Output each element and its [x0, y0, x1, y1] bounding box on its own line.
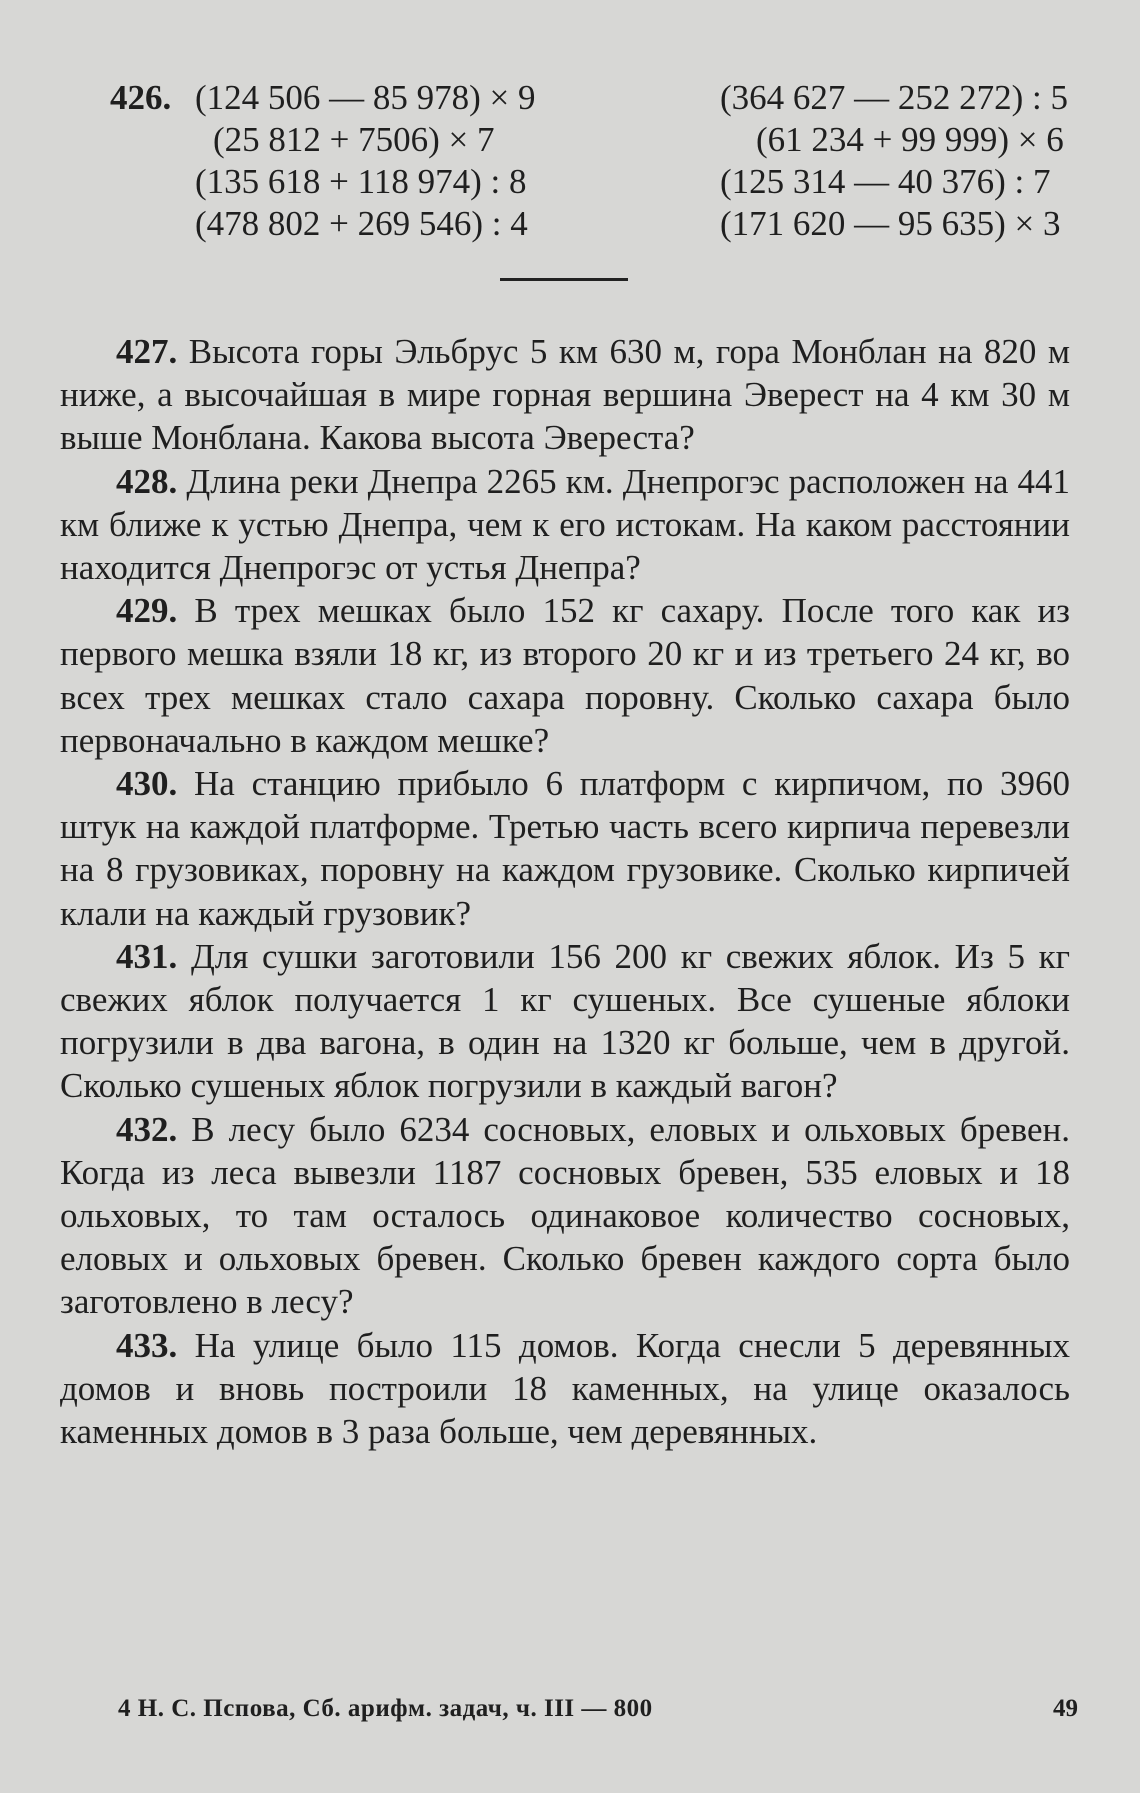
expression: (478 802 + 269 546) : 4 — [195, 204, 528, 243]
problem-text: Для сушки заготовили 156 200 кг свежих яблок. Из 5 кг свежих яблок получается 1 кг сушеных. Все сушеные яблоки погрузили в два вагона, в один на 1320 кг больше, чем в другой. Сколько сушеных яблок погрузили в каждый вагон? — [60, 936, 1071, 1106]
problem-number: 427. — [116, 332, 178, 371]
page-footer — [118, 1695, 1078, 1723]
problem-text: В трех мешках было 152 кг сахару. После того как из первого мешка взяли 18 кг, из второго 20 кг и из третьего 24 кг, во всех трех мешках стало сахара поровну. Сколько сахара было первоначально в каждом мешке? — [60, 591, 1071, 760]
exercise-426 — [110, 78, 1090, 246]
problem-text: На станцию прибыло 6 платформ с кирпичом, по 3960 штук на каждой платформе. Третью часть всего кирпича перевезли на 8 грузовиках, поровну на каждом грузовике. Сколько кирпичей клали на каждый грузовик? — [60, 764, 1071, 933]
problem-428 — [60, 460, 1070, 590]
exercise-number: 426. — [110, 78, 172, 117]
exercise-426-row — [110, 204, 1090, 246]
problem-number: 428. — [116, 461, 178, 501]
exercise-426-row — [110, 162, 1090, 204]
expression: (135 618 + 118 974) : 8 — [195, 162, 527, 201]
problem-text: В лесу было 6234 сосновых, еловых и ольховых бревен. Когда из леса вывезли 1187 сосновых бревен, 535 еловых и 18 ольховых, то там осталось одинаковое количество сосновых, еловых и ольховых бревен. Сколько бревен каждого сорта было заготовлено в лесу? — [60, 1109, 1071, 1322]
exercise-426-row — [110, 120, 1090, 162]
signature-line: 4 Н. С. Пспова, Сб. арифм. задач, ч. III — 800 — [118, 1695, 653, 1722]
exercise-426-row — [110, 78, 1090, 120]
problem-432 — [60, 1108, 1070, 1324]
expression: (171 620 — 95 635) × 3 — [720, 204, 1061, 243]
expression: (364 627 — 252 272) : 5 — [720, 78, 1069, 117]
problem-429 — [60, 589, 1070, 762]
page-number: 49 — [1053, 1695, 1078, 1722]
problem-list — [60, 330, 1070, 1453]
expression: (25 812 + 7506) × 7 — [213, 120, 495, 159]
problem-text: На улице было 115 домов. Когда снесли 5 деревянных домов и вновь построили 18 каменных, на улице оказалось каменных домов в 3 раза больше, чем деревянных. — [60, 1325, 1071, 1452]
problem-433 — [60, 1324, 1070, 1454]
problem-text: Длина реки Днепра 2265 км. Днепрогэс расположен на 441 км ближе к устью Днепра, чем к его истокам. На каком расстоянии находится Днепрогэс от устья Днепра? — [60, 461, 1071, 588]
expression: (61 234 + 99 999) × 6 — [756, 120, 1064, 159]
expression: (124 506 — 85 978) × 9 — [195, 78, 536, 117]
expression: (125 314 — 40 376) : 7 — [720, 162, 1051, 201]
problem-number: 431. — [116, 936, 178, 976]
section-divider — [500, 278, 628, 281]
problem-text: Высота горы Эльбрус 5 км 630 м, гора Монблан на 820 м ниже, а высочайшая в мире горная вершина Эверест на 4 км 30 м выше Монблана. Какова высота Эвереста? — [60, 332, 1070, 458]
problem-430 — [60, 762, 1070, 935]
problem-number: 432. — [116, 1109, 178, 1149]
problem-427 — [60, 330, 1070, 460]
problem-number: 430. — [116, 764, 178, 804]
problem-431 — [60, 935, 1070, 1108]
problem-number: 433. — [116, 1325, 178, 1365]
problem-number: 429. — [116, 591, 178, 631]
